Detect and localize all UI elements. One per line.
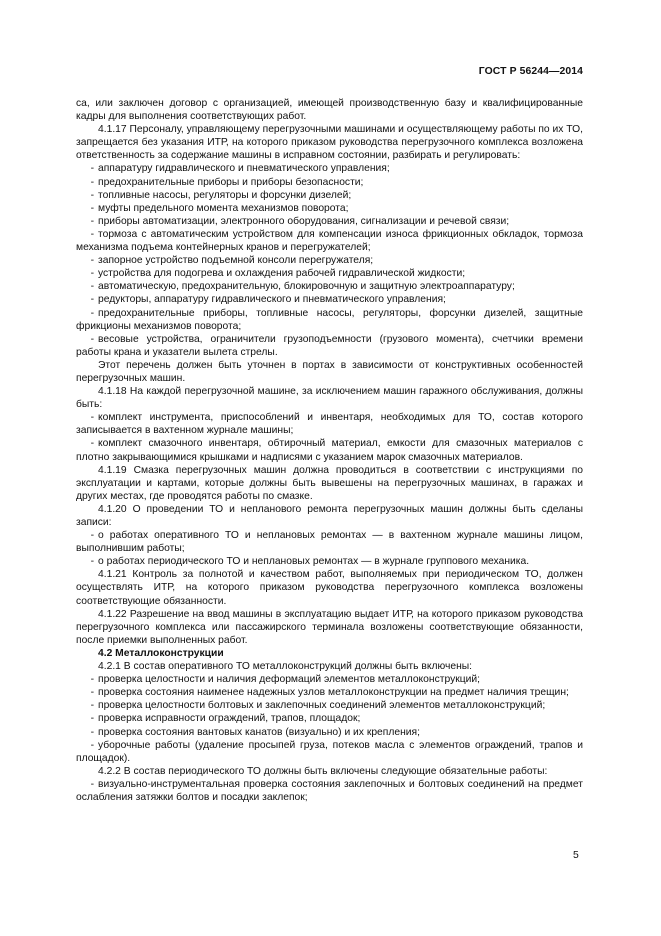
- paragraph-text: 4.1.21 Контроль за полнотой и качеством работ, выполняемых при периодическом ТО, должен осуществлять ИТР, на которого приказом руководства перегрузочного комплекса возложены соответствующие обязанности.: [76, 569, 583, 607]
- list-item: [76, 699, 583, 712]
- clause-paragraph: [76, 464, 583, 503]
- paragraph-text: 4.1.19 Смазка перегрузочных машин должна проводиться в соответствии с инструкциями по эксплуатации и картами, которые должны быть вывешены на перегрузочных машинах, в гаражах и других местах, где проводятся работы по смазке.: [76, 464, 583, 502]
- list-item: [76, 333, 583, 359]
- paragraph-text: 4.1.22 Разрешение на ввод машины в эксплуатацию выдает ИТР, на которого приказом руководства перегрузочного комплекса или пассажирского терминала возложены соответствующие обязанности, после приемки выполненных работ.: [76, 608, 583, 646]
- list-dash: -: [90, 726, 94, 738]
- paragraph-text: Этот перечень должен быть уточнен в портах в зависимости от конструктивных особенностей перегрузочных машин.: [76, 359, 583, 384]
- list-item-text: проверка состояния наименее надежных узлов металлоконструкции на предмет наличия трещин;: [98, 687, 569, 699]
- list-dash: -: [90, 438, 94, 450]
- list-dash: -: [90, 215, 94, 227]
- list-dash: -: [90, 176, 94, 188]
- list-item-text: визуально-инструментальная проверка состояния заклепочных и болтовых соединений на предмет ослабления затяжки болтов и посадки заклепок;: [76, 778, 583, 803]
- list-dash: -: [90, 163, 94, 175]
- clause-paragraph: [76, 765, 583, 778]
- list-item: [76, 162, 583, 175]
- list-item: [76, 267, 583, 280]
- clause-paragraph: [76, 503, 583, 529]
- paragraph-text: 4.2.2 В состав периодического ТО должны быть включены следующие обязательные работы:: [98, 765, 548, 777]
- section-heading: [76, 647, 583, 660]
- list-dash: -: [90, 281, 94, 293]
- list-item: [76, 555, 583, 568]
- clause-paragraph: [76, 123, 583, 162]
- clause-paragraph: [76, 359, 583, 385]
- list-item-text: тормоза с автоматическим устройством для компенсации износа фрикционных обкладок, тормоза механизма подъема контейнерных кранов и перегружателей;: [76, 228, 583, 254]
- list-dash: -: [90, 556, 94, 568]
- list-item-text: предохранительные приборы и приборы безопасности;: [98, 176, 364, 188]
- list-item-text: предохранительные приборы, топливные насосы, регуляторы, форсунки дизелей, защитные фрикционы механизмов поворота;: [76, 307, 583, 332]
- list-item-text: весовые устройства, ограничители грузоподъемности (грузового момента), счетчики времени работы крана и указатели вылета стрелы.: [76, 333, 583, 358]
- list-item-text: приборы автоматизации, электронного оборудования, сигнализации и речевой связи;: [98, 215, 510, 227]
- list-dash: -: [90, 189, 94, 201]
- list-item-text: уборочные работы (удаление просыпей груза, потеков масла с элементов ограждений, трапов и площадок).: [76, 739, 583, 764]
- list-item: [76, 254, 583, 267]
- list-item-text: комплект инструмента, приспособлений и инвентаря, необходимых для ТО, состав которого записывается в вахтенном журнале машины;: [76, 412, 583, 437]
- list-item-text: автоматическую, предохранительную, блокировочную и защитную электроаппаратуру;: [98, 281, 515, 293]
- list-dash: -: [90, 307, 94, 319]
- paragraph-text: 4.1.17 Персоналу, управляющему перегрузочными машинами и осуществляющему работы по их ТО, запрещается без указания ИТР, на которого приказом руководства перегрузочного комплекса возложена ответственность за содержание машины в исправном состоянии, разбирать и регулировать:: [76, 124, 583, 162]
- list-item: [76, 215, 583, 228]
- list-item-text: проверка исправности ограждений, трапов, площадок;: [98, 713, 361, 725]
- list-dash: -: [90, 228, 94, 240]
- list-dash: -: [90, 255, 94, 267]
- list-dash: -: [90, 739, 94, 751]
- clause-paragraph: [76, 385, 583, 411]
- list-item: [76, 712, 583, 725]
- list-item-text: редукторы, аппаратуру гидравлического и пневматического управления;: [98, 294, 446, 306]
- list-item: [76, 739, 583, 765]
- list-dash: -: [90, 713, 94, 725]
- list-item-text: о работах периодического ТО и неплановых ремонтах — в журнале группового механика.: [98, 556, 530, 568]
- list-dash: -: [90, 202, 94, 214]
- list-dash: -: [90, 530, 94, 542]
- list-item: [76, 228, 583, 254]
- clause-paragraph: [76, 568, 583, 607]
- list-dash: -: [90, 687, 94, 699]
- paragraph-text: 4.1.20 О проведении ТО и непланового ремонта перегрузочных машин должны быть сделаны записи:: [76, 503, 583, 528]
- list-item: [76, 307, 583, 333]
- list-item-text: комплект смазочного инвентаря, обтирочный материал, емкости для смазочных материалов с плотно закрывающимися крышками и надписями с указанием марок смазочных материалов.: [76, 438, 583, 463]
- list-item: [76, 189, 583, 202]
- list-dash: -: [90, 700, 94, 712]
- list-item-text: проверка целостности болтовых и заклепочных соединений элементов металлоконструкций;: [98, 700, 546, 712]
- list-item: [76, 673, 583, 686]
- list-item: [76, 176, 583, 189]
- list-item: [76, 437, 583, 463]
- list-item-text: проверка состояния вантовых канатов (визуально) и их крепления;: [98, 726, 420, 738]
- list-item: [76, 411, 583, 437]
- list-item-text: о работах оперативного ТО и неплановых ремонтах — в вахтенном журнале машины лицом, выполнившим работы;: [76, 530, 583, 555]
- continued-paragraph: [76, 97, 583, 123]
- list-dash: -: [90, 268, 94, 280]
- list-item-text: топливные насосы, регуляторы и форсунки дизелей;: [98, 189, 352, 201]
- heading-text: 4.2 Металлоконструкции: [98, 647, 224, 659]
- list-item-text: устройства для подогрева и охлаждения рабочей гидравлической жидкости;: [98, 268, 466, 280]
- list-dash: -: [90, 778, 94, 790]
- list-item: [76, 280, 583, 293]
- list-item: [76, 202, 583, 215]
- list-dash: -: [90, 412, 94, 424]
- document-body: [76, 97, 583, 804]
- list-item: [76, 686, 583, 699]
- list-item-text: муфты предельного момента механизмов поворота;: [98, 202, 349, 214]
- list-dash: -: [90, 674, 94, 686]
- page-number: 5: [573, 850, 579, 861]
- paragraph-text: 4.2.1 В состав оперативного ТО металлоконструкций должны быть включены:: [98, 661, 473, 673]
- clause-paragraph: [76, 660, 583, 673]
- list-item-text: запорное устройство подъемной консоли перегружателя;: [98, 255, 374, 267]
- paragraph-text: са, или заключен договор с организацией, имеющей производственную базу и квалифицированные кадры для выполнения соответствующих работ.: [76, 98, 583, 123]
- list-item: [76, 529, 583, 555]
- list-dash: -: [90, 333, 94, 345]
- list-item: [76, 778, 583, 804]
- list-item: [76, 726, 583, 739]
- clause-paragraph: [76, 608, 583, 647]
- list-item: [76, 293, 583, 306]
- paragraph-text: 4.1.18 На каждой перегрузочной машине, за исключением машин гаражного обслуживания, должны быть:: [76, 386, 583, 411]
- list-dash: -: [90, 294, 94, 306]
- list-item-text: аппаратуру гидравлического и пневматического управления;: [98, 163, 390, 175]
- list-item-text: проверка целостности и наличия деформаций элементов металлоконструкций;: [98, 674, 480, 686]
- standard-header: ГОСТ Р 56244—2014: [478, 66, 583, 77]
